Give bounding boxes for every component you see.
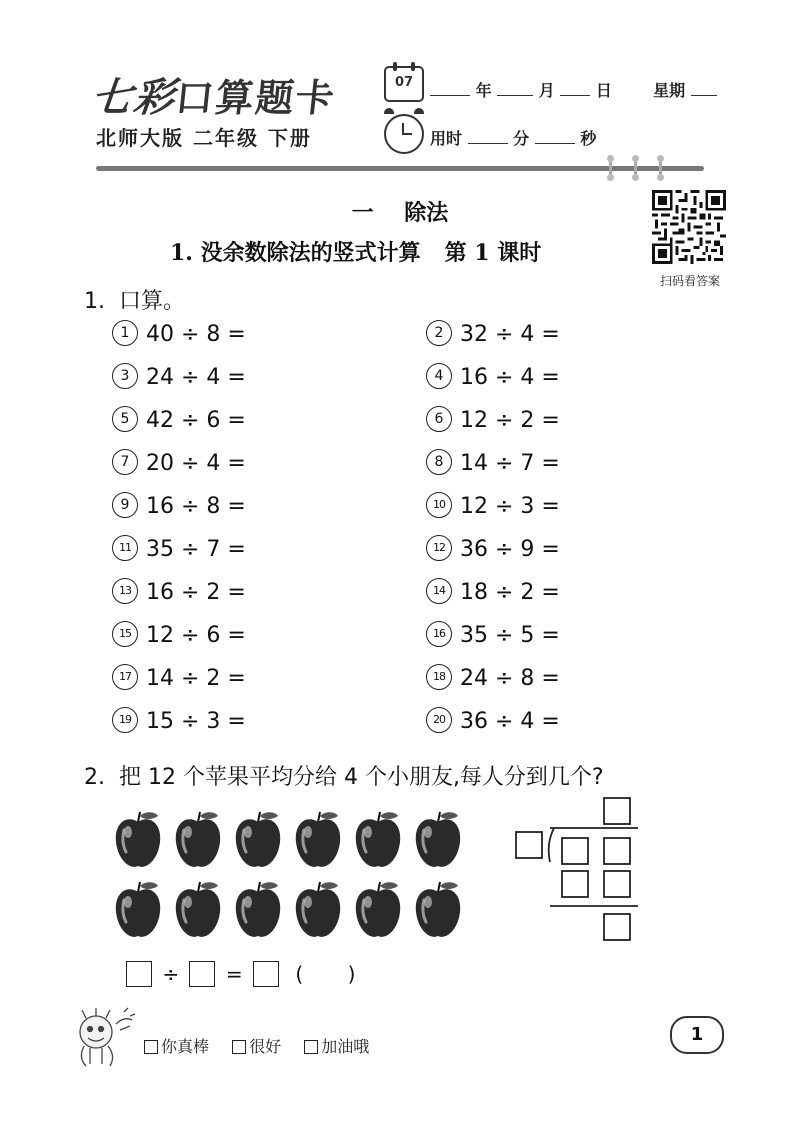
quotient-box (604, 798, 630, 824)
divide-sign: ÷ (162, 961, 180, 986)
equals-sign: = (225, 961, 243, 986)
problem-expression: 15 ÷ 3 = (146, 709, 246, 734)
problem-number: 19 (112, 707, 138, 733)
time-seconds-label: 秒 (580, 129, 597, 148)
product-tens-box (562, 871, 588, 897)
problem-expression: 16 ÷ 8 = (146, 494, 246, 519)
answer-divisor-box[interactable] (189, 961, 215, 987)
mascot-icon (70, 1006, 140, 1070)
time-minutes-label: 分 (513, 129, 530, 148)
answer-result-box[interactable] (253, 961, 279, 987)
answer-dividend-box[interactable] (126, 961, 152, 987)
lesson-period: 第 1 课时 (444, 240, 542, 266)
answer-unit-blank[interactable]: ( ) (295, 961, 356, 986)
problem-item (112, 408, 246, 434)
problem-item (112, 537, 246, 563)
problem-item (112, 322, 246, 348)
checkbox-icon[interactable] (144, 1040, 158, 1054)
lesson-title (170, 236, 541, 267)
unit-title: 一 除法 (351, 200, 449, 226)
date-year-label: 年 (475, 81, 492, 100)
apple-icon (176, 812, 220, 867)
apple-icon (416, 812, 460, 867)
brand-title (89, 66, 339, 123)
apple-icon (116, 882, 160, 937)
problem-number: 3 (112, 363, 138, 389)
answer-equation (126, 960, 355, 987)
problem-number: 16 (426, 621, 452, 647)
date-month-label: 月 (538, 81, 555, 100)
problem-expression: 12 ÷ 6 = (146, 623, 246, 648)
problem-item (112, 494, 246, 520)
problem-item (426, 451, 560, 477)
product-ones-box (604, 871, 630, 897)
problem-number: 4 (426, 363, 452, 389)
problem-number: 15 (112, 621, 138, 647)
problem-item (112, 580, 246, 606)
problem-item (426, 666, 560, 692)
self-rating (144, 1034, 387, 1057)
problem-expression: 16 ÷ 2 = (146, 580, 246, 605)
problem-expression: 14 ÷ 2 = (146, 666, 246, 691)
problem-item (112, 666, 246, 692)
problem-number: 6 (426, 406, 452, 432)
time-fill-line (430, 126, 596, 149)
problem-number: 17 (112, 664, 138, 690)
problem-number: 12 (426, 535, 452, 561)
apple-icon (416, 882, 460, 937)
problem-number: 9 (112, 492, 138, 518)
alarm-clock-icon (384, 114, 424, 154)
apples-illustration (112, 806, 464, 942)
problem-expression: 14 ÷ 7 = (460, 451, 560, 476)
calendar-day: 07 (394, 75, 414, 90)
apple-icon (116, 812, 160, 867)
date-fill-line (430, 78, 717, 101)
apple-icon (356, 812, 400, 867)
question-2-title: 2. 把 12 个苹果平均分给 4 个小朋友,每人分到几个? (84, 765, 604, 790)
problem-number: 11 (112, 535, 138, 561)
problem-number: 7 (112, 449, 138, 475)
problem-expression: 20 ÷ 4 = (146, 451, 246, 476)
problem-expression: 24 ÷ 4 = (146, 365, 246, 390)
problem-number: 2 (426, 320, 452, 346)
header-divider (96, 166, 704, 171)
problem-expression: 32 ÷ 4 = (460, 322, 560, 347)
apple-icon (296, 812, 340, 867)
problem-expression: 36 ÷ 4 = (460, 709, 560, 734)
qr-label: 扫码看答案 (659, 274, 720, 288)
dividend-tens-box (562, 838, 588, 864)
problem-expression: 18 ÷ 2 = (460, 580, 560, 605)
problem-expression: 12 ÷ 2 = (460, 408, 560, 433)
question-1-title: 1. 口算。 (84, 289, 185, 314)
problem-item (426, 623, 560, 649)
brand-title-rest: 口算题卡 (173, 75, 339, 120)
rating-option-good[interactable]: 很好 (232, 1037, 281, 1056)
problem-expression: 16 ÷ 4 = (460, 365, 560, 390)
problem-item (112, 365, 246, 391)
apple-icon (176, 882, 220, 937)
long-division-frame (510, 792, 660, 952)
problem-expression: 24 ÷ 8 = (460, 666, 560, 691)
apple-icon (236, 812, 280, 867)
checkbox-icon[interactable] (304, 1040, 318, 1054)
problem-item (426, 365, 560, 391)
problem-item (426, 322, 560, 348)
problem-expression: 35 ÷ 5 = (460, 623, 560, 648)
edition-label: 北师大版 二年级 下册 (96, 126, 312, 150)
problem-number: 20 (426, 707, 452, 733)
problem-item (426, 709, 560, 735)
problem-expression: 40 ÷ 8 = (146, 322, 246, 347)
problem-item (112, 451, 246, 477)
problem-expression: 36 ÷ 9 = (460, 537, 560, 562)
problem-number: 8 (426, 449, 452, 475)
divisor-box (516, 832, 542, 858)
problem-item (426, 494, 560, 520)
page-number: 1 (670, 1016, 724, 1054)
rating-option-keep-going[interactable]: 加油哦 (304, 1037, 369, 1056)
problem-number: 1 (112, 320, 138, 346)
problem-number: 18 (426, 664, 452, 690)
time-used-label: 用时 (430, 129, 463, 148)
problem-number: 5 (112, 406, 138, 432)
calendar-icon (384, 66, 424, 102)
apple-icon (236, 882, 280, 937)
date-day-label: 日 (595, 81, 612, 100)
problem-item (112, 623, 246, 649)
rating-option-great[interactable]: 你真棒 (144, 1037, 209, 1056)
problem-number: 13 (112, 578, 138, 604)
problem-item (426, 537, 560, 563)
date-weekday-label: 星期 (653, 81, 686, 100)
brand-title-first: 七彩 (89, 74, 179, 121)
apple-icon (356, 882, 400, 937)
problem-expression: 35 ÷ 7 = (146, 537, 246, 562)
problem-number: 14 (426, 578, 452, 604)
problem-expression: 12 ÷ 3 = (460, 494, 560, 519)
remainder-box (604, 914, 630, 940)
dividend-ones-box (604, 838, 630, 864)
checkbox-icon[interactable] (232, 1040, 246, 1054)
lesson-name: 1. 没余数除法的竖式计算 (170, 240, 421, 266)
problem-item (112, 709, 246, 735)
apple-icon (296, 882, 340, 937)
problem-number: 10 (426, 492, 452, 518)
problem-item (426, 580, 560, 606)
problem-item (426, 408, 560, 434)
problem-expression: 42 ÷ 6 = (146, 408, 246, 433)
